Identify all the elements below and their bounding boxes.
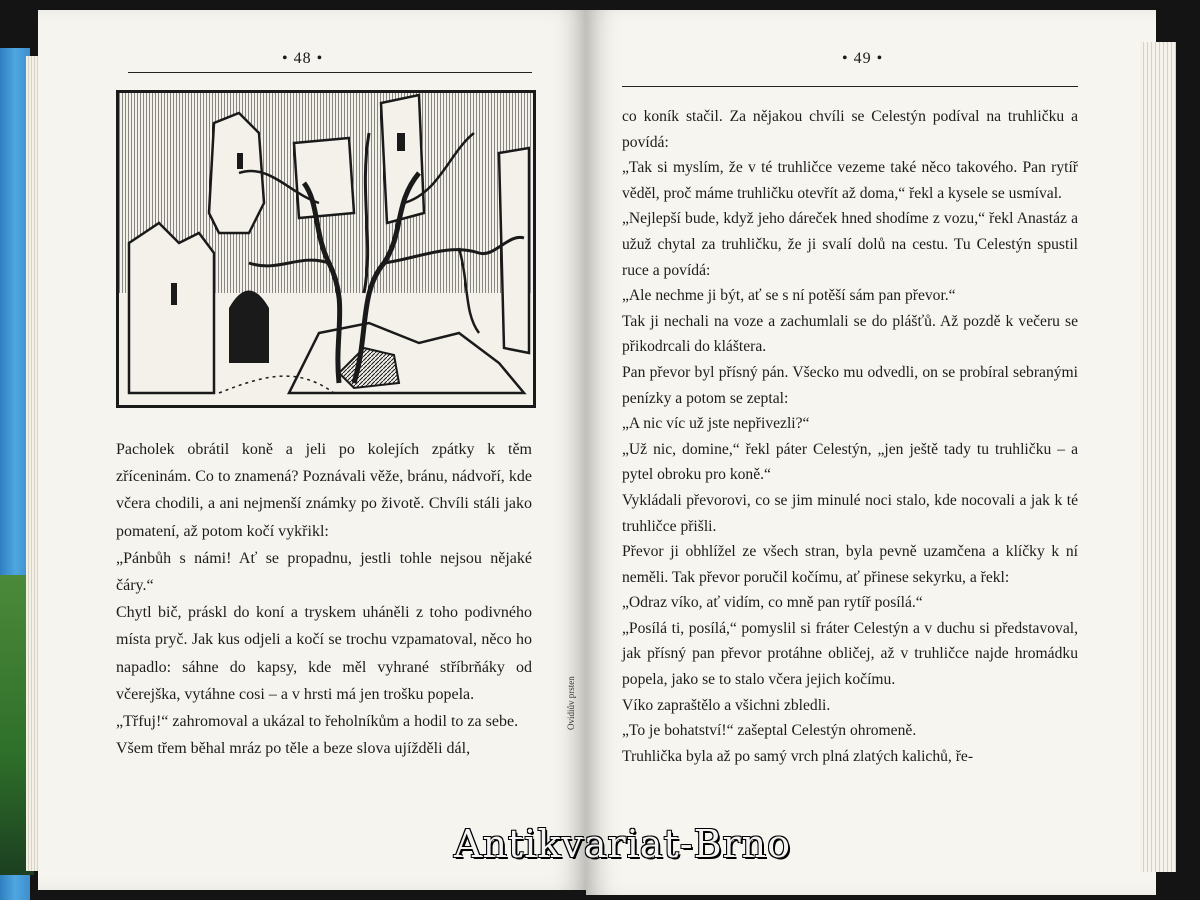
paragraph: „Posílá ti, posílá,“ pomyslil si fráter Celestýn a v duchu si představoval, jak přísný pan převor protáhne obličej, až v truhličce najde hromádku popela, jako se to stalo včera jejich kočímu. (622, 619, 1078, 689)
paragraph: „Nejlepší bude, když jeho dáreček hned shodíme z vozu,“ řekl Anastáz a užuž chytal za truhličku, že ji svalí dolů na cestu. Tu Celestýn spustil ruce a povídá: (622, 210, 1078, 279)
left-header-rule (128, 72, 532, 73)
paragraph: „To je bohatství!“ zašeptal Celestýn ohromeně. (622, 722, 917, 740)
paragraph: „Pánbůh s námi! Ať se propadnu, jestli tohle nejsou nějaké čáry.“ (116, 549, 532, 595)
left-page-number: • 48 • (282, 50, 324, 67)
right-header-rule (622, 86, 1078, 87)
right-page-stack (1140, 42, 1176, 872)
watermark-text: Antikvariat-Brno (454, 822, 792, 866)
paragraph: Vykládali převorovi, co se jim minulé noci stalo, kde nocovali a jak k té truhličce přišli. (622, 491, 1078, 535)
spine-running-title: Ovidiův prsten (566, 676, 576, 730)
paragraph: Truhlička byla až po samý vrch plná zlatých kalichů, ře- (622, 747, 974, 765)
paragraph: „Ale nechme ji být, ať se s ní potěší sám pan převor.“ (622, 287, 956, 305)
paragraph: Všem třem běhal mráz po těle a beze slova ujížděli dál, (116, 740, 471, 758)
paragraph: Tak ji nechali na voze a zachumlali se do plášťů. Až pozdě k večeru se přikodrcali do kláštera. (622, 312, 1078, 356)
paragraph: „A nic víc už jste nepřivezli?“ (622, 415, 810, 433)
paragraph: Pan převor byl přísný pán. Všecko mu odvedli, on se probíral sebranými penízky a potom se zeptal: (622, 363, 1078, 407)
paragraph: Převor ji obhlížel ze všech stran, byla pevně uzamčena a klíčky k ní neměli. Tak převor poručil kočímu, ať přinese sekyrku, a řekl: (622, 543, 1078, 586)
paragraph: „Třfuj!“ zahromoval a ukázal to řeholníkům a hodil to za sebe. (116, 713, 519, 731)
paragraph: co koník stačil. Za nějakou chvíli se Celestýn podíval na truhličku a povídá: (622, 108, 1078, 151)
left-page-text (116, 436, 532, 762)
paragraph: Víko zapraštělo a všichni zbledli. (622, 696, 831, 714)
paragraph: „Už nic, domine,“ řekl páter Celestýn, „jen ještě tady tu truhličku – a pytel obroku pro koně.“ (622, 440, 1078, 484)
castle-ruins-illustration (116, 90, 536, 408)
paragraph: „Odraz víko, ať vidím, co mně pan rytíř posílá.“ (622, 594, 923, 612)
right-page-text (622, 104, 1078, 769)
paragraph: Chytl bič, práskl do koní a tryskem uháněli z toho podivného místa pryč. Jak kus odjeli a kočí se trochu vzpamatoval, něco ho napadlo: sáhne do kapsy, kde měl vyhrané stříbrňáky od včerejška, vytáhne cosi – a v hrsti má jen trošku popela. (116, 604, 532, 703)
right-page-number: • 49 • (842, 50, 884, 67)
paragraph: Pacholek obrátil koně a jeli po kolejích zpátky k těm zříceninám. Co to znamená? Poznávali věže, bránu, nádvoří, kde včera chodili, a ani nejmenší známky po životě. Chvíli stáli jako pomatení, až potom kočí vykřikl: (116, 441, 532, 540)
paragraph: „Tak si myslím, že v té truhličce vezeme také něco takového. Pan rytíř věděl, proč máme truhličku otevřít až doma,“ řekl a kysele se usmíval. (622, 159, 1078, 202)
